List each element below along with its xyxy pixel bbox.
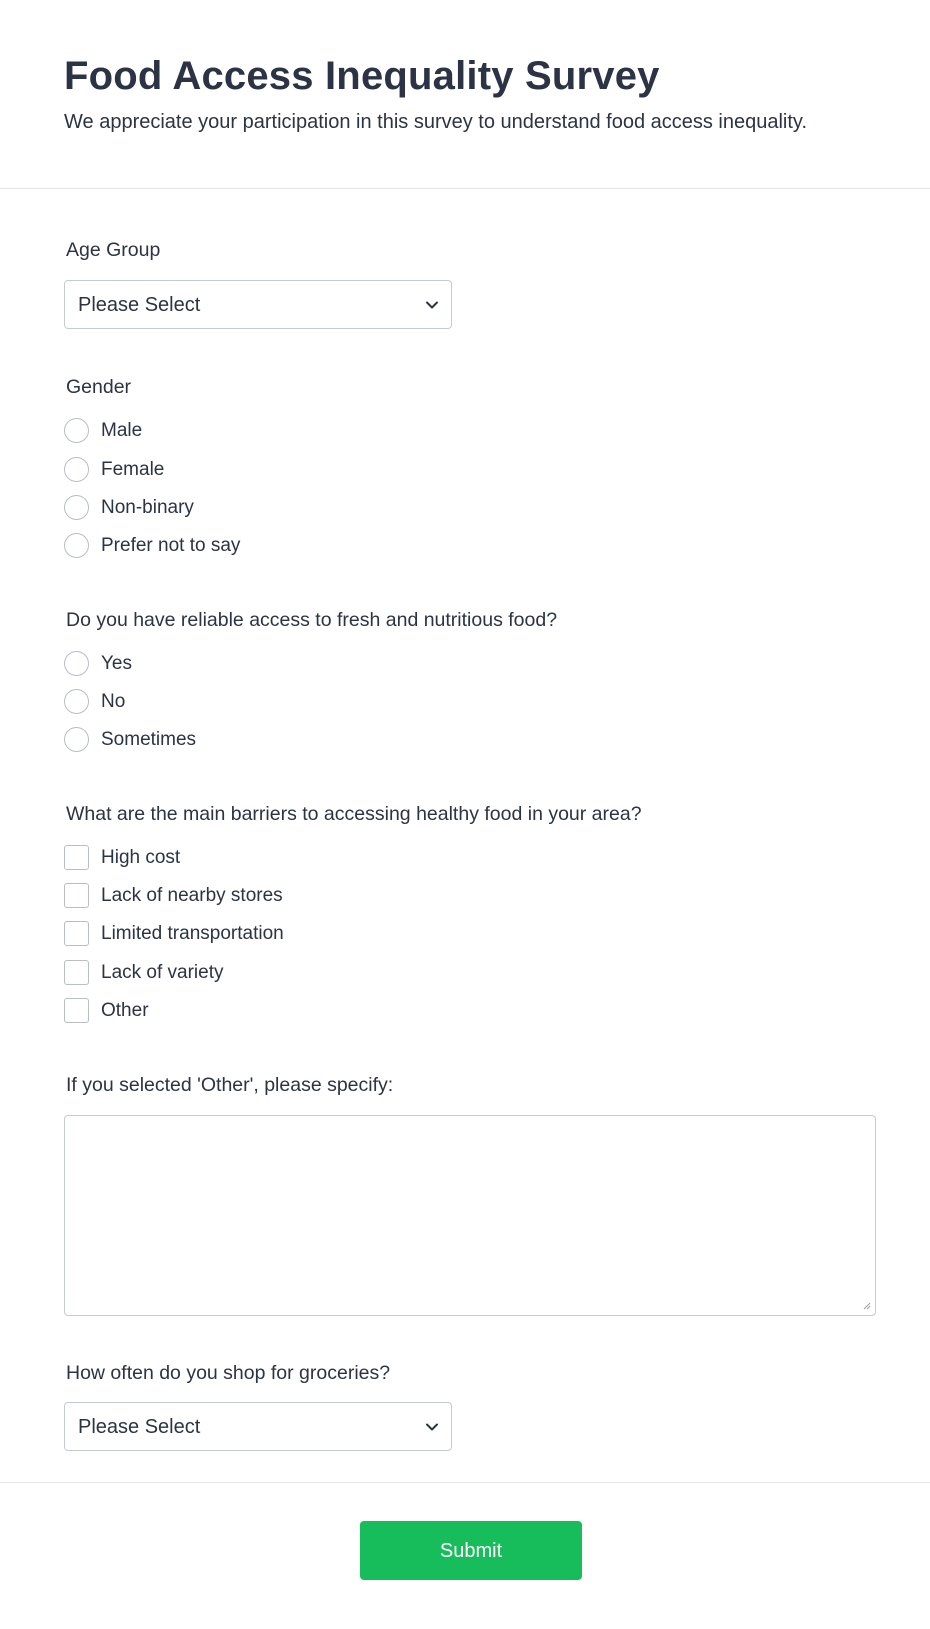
option-label: Yes — [101, 653, 132, 674]
option-label: Sometimes — [101, 729, 197, 750]
option-label: High cost — [101, 847, 181, 868]
option-label: No — [101, 691, 126, 712]
shopping-frequency-select[interactable] — [64, 1402, 452, 1451]
checkbox[interactable] — [64, 960, 89, 985]
other-specify-textarea[interactable] — [64, 1115, 876, 1316]
option-label: Lack of nearby stores — [101, 885, 283, 906]
option-label: Prefer not to say — [101, 535, 241, 556]
radio-button[interactable] — [64, 418, 89, 443]
checkbox[interactable] — [64, 921, 89, 946]
option-label: Limited transportation — [101, 923, 284, 944]
shopping-frequency-selected-value: Please Select — [78, 1416, 201, 1438]
radio-button[interactable] — [64, 457, 89, 482]
age-group-label: Age Group — [66, 239, 161, 261]
resize-grip-icon[interactable] — [861, 1300, 871, 1310]
checkbox[interactable] — [64, 845, 89, 870]
barriers-label: What are the main barriers to accessing healthy food in your area? — [66, 803, 642, 825]
checkbox[interactable] — [64, 998, 89, 1023]
age-group-selected-value: Please Select — [78, 294, 201, 316]
checkbox[interactable] — [64, 883, 89, 908]
shopping-frequency-label: How often do you shop for groceries? — [66, 1362, 391, 1384]
option-label: Lack of variety — [101, 962, 224, 983]
radio-button[interactable] — [64, 727, 89, 752]
page-title: Food Access Inequality Survey — [64, 54, 660, 98]
page-subtitle: We appreciate your participation in this survey to understand food access inequality. — [64, 111, 808, 133]
gender-label: Gender — [66, 376, 132, 398]
chevron-down-icon — [425, 298, 439, 312]
option-label: Male — [101, 420, 143, 441]
fresh-food-access-label: Do you have reliable access to fresh and nutritious food? — [66, 609, 558, 631]
chevron-down-icon — [425, 1420, 439, 1434]
option-label: Other — [101, 1000, 149, 1021]
radio-button[interactable] — [64, 651, 89, 676]
radio-button[interactable] — [64, 689, 89, 714]
footer-divider — [0, 1482, 930, 1483]
radio-button[interactable] — [64, 495, 89, 520]
age-group-select[interactable] — [64, 280, 452, 329]
radio-button[interactable] — [64, 533, 89, 558]
form-header — [0, 0, 930, 189]
option-label: Non-binary — [101, 497, 194, 518]
other-specify-label: If you selected 'Other', please specify: — [66, 1074, 394, 1096]
option-label: Female — [101, 459, 165, 480]
submit-button[interactable]: Submit — [360, 1521, 582, 1580]
